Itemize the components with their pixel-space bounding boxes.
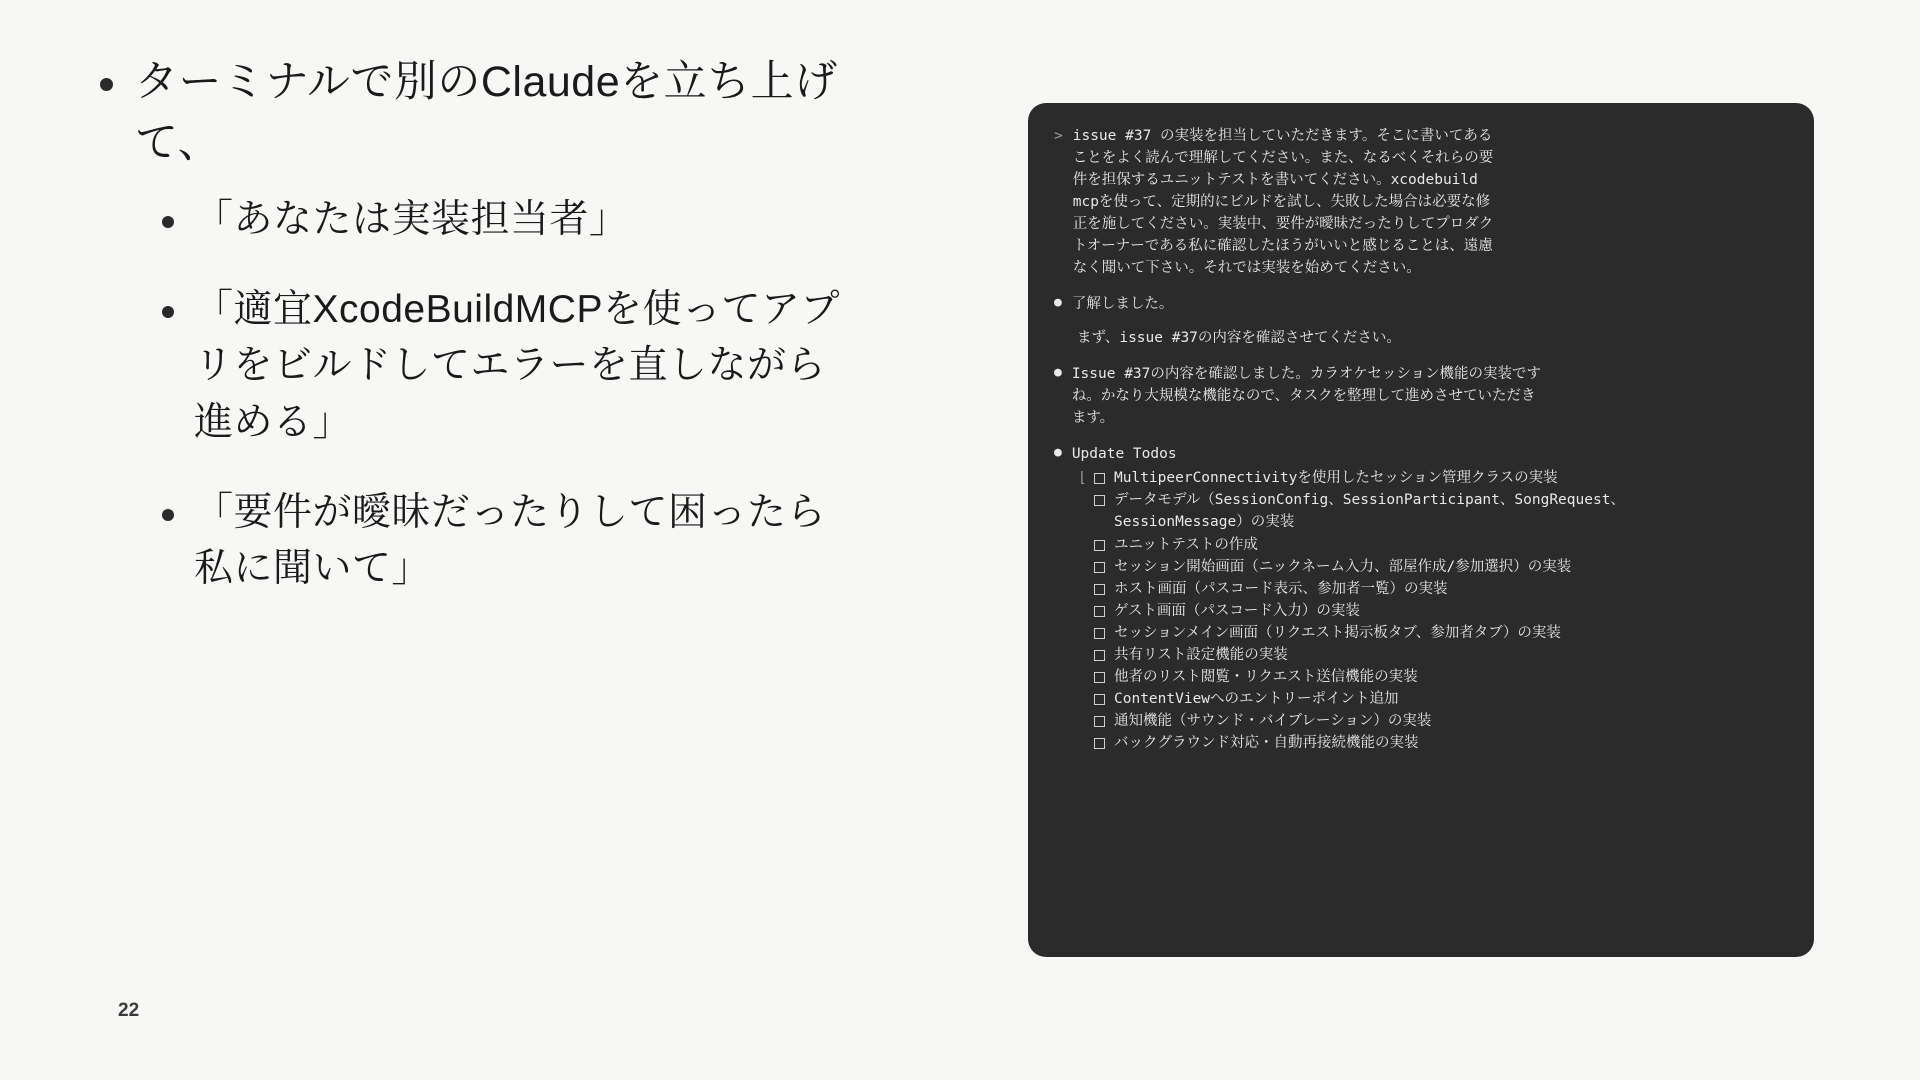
bullet-item-level1 — [100, 52, 920, 174]
todo-item-label: 通知機能（サウンド・バイブレーション）の実装 — [1114, 712, 1432, 729]
todo-bullet-icon: ● — [1054, 445, 1062, 461]
bullet-dot-icon — [162, 509, 174, 521]
bullet-text: 「適宜XcodeBuildMCPを使ってアプリをビルドしてエラーを直しながら進める」 — [194, 288, 840, 444]
checkbox-icon[interactable] — [1094, 473, 1105, 484]
bullet-text: 「要件が曖昧だったりして困ったら私に聞いて」 — [194, 490, 827, 590]
message-line: Issue #37の内容を確認しました。カラオケセッション機能の実装ですね。かなり大規模な機能なので、タスクを整理して進めさせていただきます。 — [1071, 366, 1542, 427]
todo-item-label: ユニットテストの作成 — [1114, 536, 1258, 553]
todo-item-label: セッションメイン画面（リクエスト掲示板タブ、参加者タブ）の実装 — [1114, 624, 1561, 641]
bullet-list — [100, 52, 920, 631]
bullet-dot-icon — [162, 306, 174, 318]
terminal-message — [1054, 363, 1788, 429]
todo-item[interactable] — [1078, 688, 1788, 710]
terminal-message — [1054, 293, 1788, 349]
todo-item[interactable] — [1078, 666, 1788, 688]
todo-item[interactable] — [1078, 489, 1788, 533]
todo-item[interactable] — [1078, 600, 1788, 622]
todo-item-label: ContentViewへのエントリーポイント追加 — [1114, 690, 1399, 707]
checkbox-icon[interactable] — [1094, 628, 1105, 639]
bullet-text: 「あなたは実装担当者」 — [194, 198, 629, 242]
todo-item-label: データモデル（SessionConfig、SessionParticipant、SongRequest、SessionMessage）の実装 — [1114, 492, 1625, 531]
message-bullet-icon: ● — [1054, 365, 1062, 381]
todo-item-label: ホスト画面（パスコード表示、参加者一覧）の実装 — [1114, 580, 1448, 597]
terminal-todo-block — [1054, 443, 1788, 753]
todo-item-label: バックグラウンド対応・自動再接続機能の実装 — [1114, 734, 1419, 751]
todo-title: Update Todos — [1071, 446, 1177, 463]
todo-item[interactable] — [1078, 622, 1788, 644]
todo-item-label: 共有リスト設定機能の実装 — [1114, 646, 1288, 663]
checkbox-icon[interactable] — [1094, 738, 1105, 749]
message-bullet-icon: ● — [1054, 295, 1062, 311]
checkbox-icon[interactable] — [1094, 584, 1105, 595]
checkbox-icon[interactable] — [1094, 495, 1105, 506]
prompt-symbol: > — [1054, 128, 1063, 144]
prompt-text: issue #37 の実装を担当していただきます。そこに書いてあることをよく読んで理解してください。また、なるべくそれらの要件を担保するユニットテストを書いてください。xcodebuild mcpを使って、定期的にビルドを試し、失敗した場合は必要な修正を施してください。実装中、要件が曖昧だったりしてプロダクトオーナーである私に確認したほうがいいと感じることは、遠慮なく聞いて下さい。それでは実装を始めてください。 — [1072, 128, 1494, 277]
page-number: 22 — [118, 1000, 140, 1021]
bullet-item-level2 — [162, 282, 920, 450]
bullet-dot-icon — [162, 216, 174, 228]
todo-item[interactable] — [1078, 467, 1788, 489]
checkbox-icon[interactable] — [1094, 716, 1105, 727]
terminal-prompt-block — [1054, 125, 1788, 279]
checkbox-icon[interactable] — [1094, 672, 1105, 683]
tree-elbow-icon: ⌊ — [1078, 470, 1087, 487]
todo-item[interactable] — [1078, 556, 1788, 578]
checkbox-icon[interactable] — [1094, 650, 1105, 661]
bullet-dot-icon — [100, 78, 113, 91]
message-line: まず、issue #37の内容を確認させてください。 — [1077, 330, 1401, 347]
todo-item[interactable] — [1078, 578, 1788, 600]
todo-item[interactable] — [1078, 732, 1788, 754]
todo-item-label: MultipeerConnectivityを使用したセッション管理クラスの実装 — [1114, 470, 1558, 487]
checkbox-icon[interactable] — [1094, 562, 1105, 573]
todo-item[interactable] — [1078, 644, 1788, 666]
todo-item-label: セッション開始画面（ニックネーム入力、部屋作成/参加選択）の実装 — [1114, 558, 1572, 575]
bullet-item-level2 — [162, 485, 920, 597]
terminal-panel — [1028, 103, 1814, 957]
todo-item-label: ゲスト画面（パスコード入力）の実装 — [1114, 602, 1360, 619]
checkbox-icon[interactable] — [1094, 540, 1105, 551]
todo-item[interactable] — [1078, 534, 1788, 556]
todo-item[interactable] — [1078, 710, 1788, 732]
checkbox-icon[interactable] — [1094, 694, 1105, 705]
bullet-text: ターミナルで別のClaudeを立ち上げて、 — [135, 58, 838, 168]
message-line: 了解しました。 — [1071, 296, 1174, 313]
bullet-item-level2 — [162, 192, 920, 248]
sub-bullet-list — [162, 192, 920, 597]
todo-item-label: 他者のリスト閲覧・リクエスト送信機能の実装 — [1114, 668, 1418, 685]
checkbox-icon[interactable] — [1094, 606, 1105, 617]
todo-item-list — [1078, 467, 1788, 753]
